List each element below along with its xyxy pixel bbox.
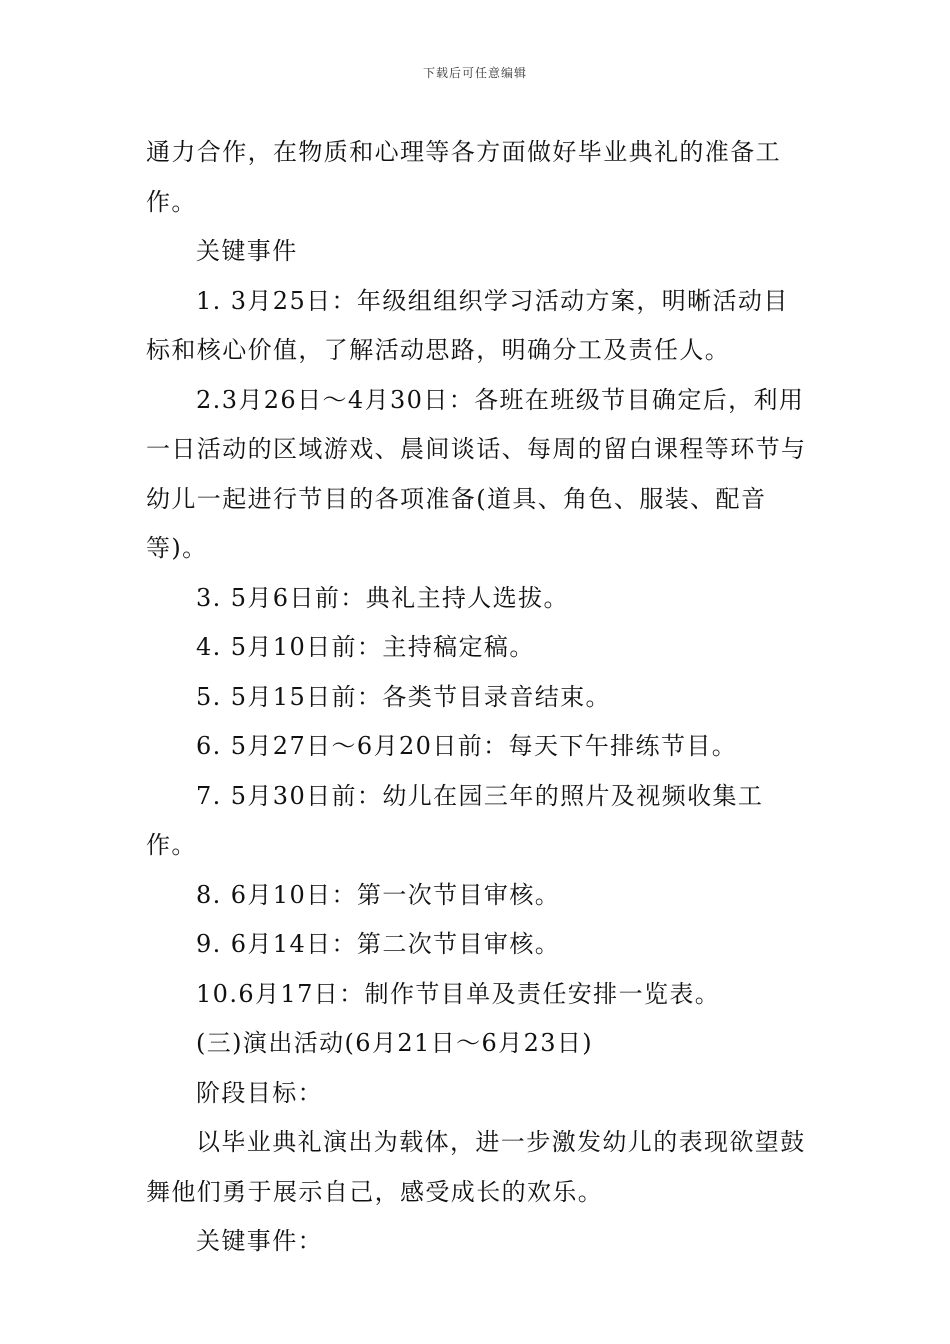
list-item-4: 4. 5月10日前：主持稿定稿。 bbox=[196, 633, 535, 661]
heading-stage-goal: 阶段目标： bbox=[196, 1078, 323, 1107]
list-item-8: 8. 6月10日：第一次节目审核。 bbox=[196, 880, 561, 909]
document-body bbox=[146, 128, 810, 1267]
list-item-10: 10.6月17日：制作节目单及责任安排一览表。 bbox=[196, 979, 721, 1008]
page-header: 下载后可任意编辑 bbox=[422, 66, 527, 80]
section-heading-performance: (三)演出活动(6月21日～6月23日) bbox=[196, 1029, 594, 1057]
list-item-7: 7. 5月30日前：幼儿在园三年的照片及视频收集工作。 bbox=[146, 781, 764, 859]
heading-key-events-2: 关键事件： bbox=[196, 1227, 323, 1255]
list-item-1: 1. 3月25日：年级组组织学习活动方案，明晰活动目标和核心价值，了解活动思路，明确分工及责任人。 bbox=[146, 286, 789, 364]
list-item-3: 3. 5月6日前：典礼主持人选拔。 bbox=[196, 583, 569, 612]
paragraph-stage-goal: 以毕业典礼演出为载体，进一步激发幼儿的表现欲望鼓舞他们勇于展示自己，感受成长的欢乐。 bbox=[146, 1128, 806, 1206]
list-item-2: 2.3月26日～4月30日：各班在班级节目确定后，利用一日活动的区域游戏、晨间谈话、每周的留白课程等环节与幼儿一起进行节目的各项准备(道具、角色、服装、配音等)。 bbox=[146, 385, 807, 562]
paragraph-intro-continuation: 通力合作，在物质和心理等各方面做好毕业典礼的准备工作。 bbox=[146, 138, 781, 216]
list-item-9: 9. 6月14日：第二次节目审核。 bbox=[196, 930, 561, 958]
list-item-6: 6. 5月27日～6月20日前：每天下午排练节目。 bbox=[196, 732, 738, 760]
list-item-5: 5. 5月15日前：各类节目录音结束。 bbox=[196, 682, 611, 711]
heading-key-events: 关键事件 bbox=[196, 237, 298, 265]
